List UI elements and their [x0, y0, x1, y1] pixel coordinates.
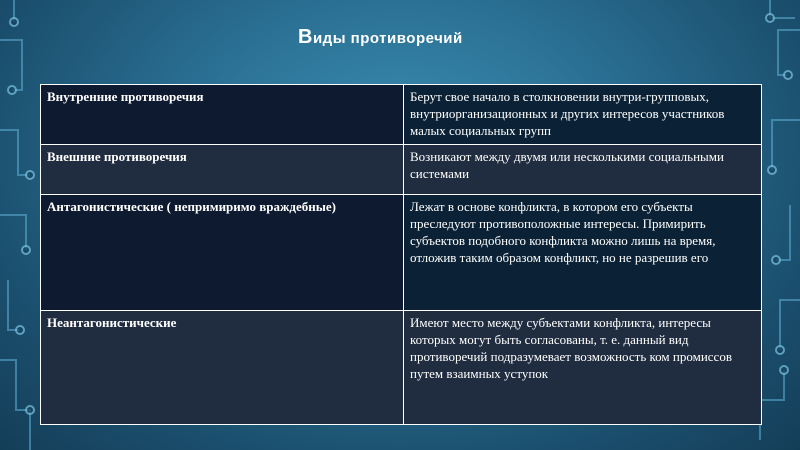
- table-row: [41, 311, 762, 425]
- table-row: [41, 85, 762, 145]
- contradictions-table: [40, 84, 762, 425]
- description-cell: Возникают между двумя или несколькими социальными системами: [404, 145, 762, 195]
- table-row: [41, 195, 762, 311]
- description-cell: Берут свое начало в столкновении внутри-групповых, внутриорганизационных и других интересов участников малых социальных групп: [404, 85, 762, 145]
- description-cell: Имеют место между субъектами конфликта, интересы которых могут быть согласованы, т. е. данный вид противоречий подразумевает возможность ком промиссов путем взаимных уступок: [404, 311, 762, 425]
- term-cell: Антагонистические ( непримиримо враждебные): [41, 195, 404, 311]
- table-row: [41, 145, 762, 195]
- slide-title: [298, 26, 463, 49]
- slide-title-rest: иды противоречий: [312, 30, 463, 47]
- term-cell: Неантагонистические: [41, 311, 404, 425]
- term-cell: Внешние противоречия: [41, 145, 404, 195]
- description-cell: Лежат в основе конфликта, в котором его субъекты преследуют противоположные интересы. Примирить субъектов подобного конфликта можно лишь на время, отложив таким образом конфликт, но не разрешив его: [404, 195, 762, 311]
- slide-title-initial: В: [298, 26, 313, 48]
- term-cell: Внутренние противоречия: [41, 85, 404, 145]
